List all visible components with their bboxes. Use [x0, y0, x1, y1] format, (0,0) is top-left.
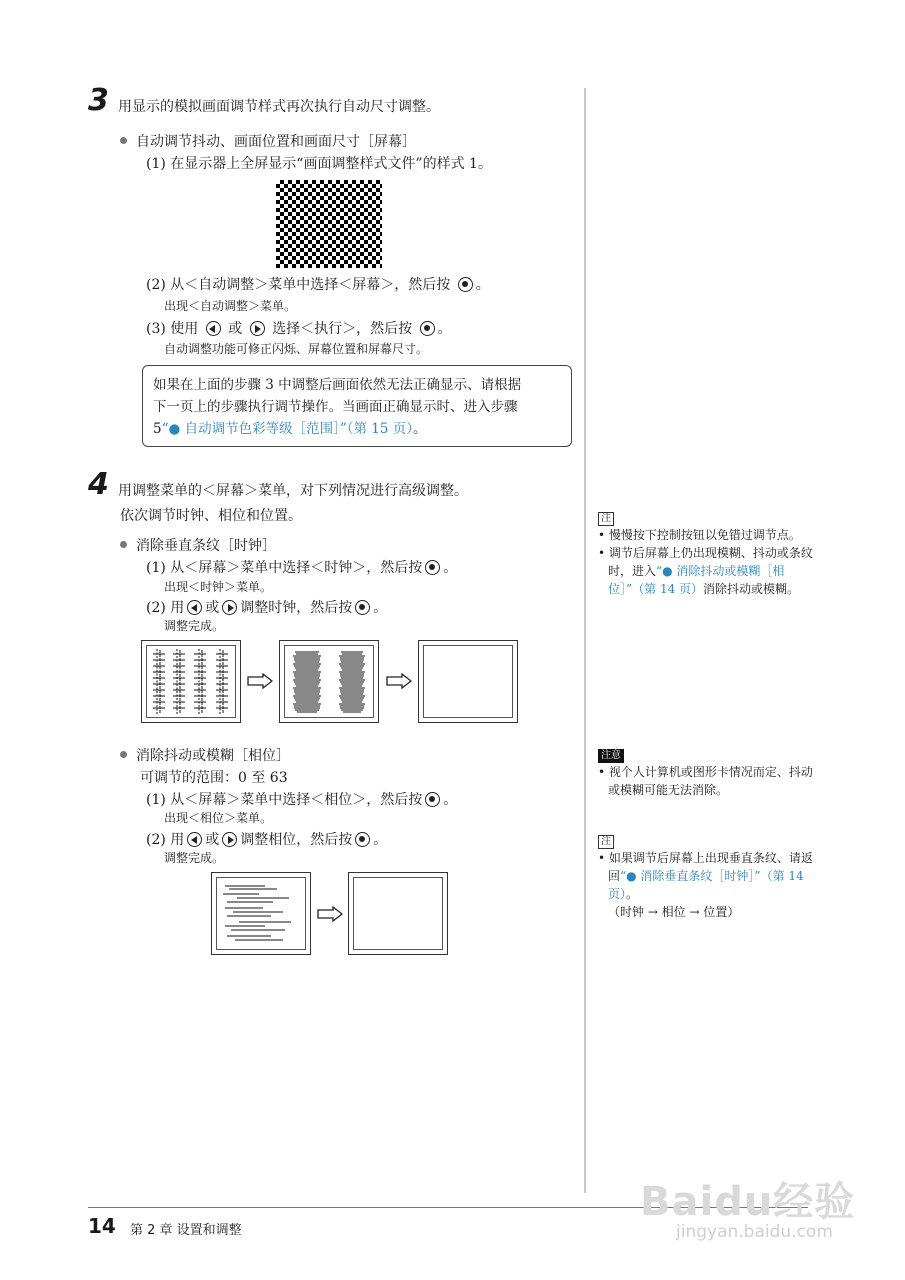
note-item: • 慢慢按下控制按钮以免错过调节点。 — [598, 528, 801, 542]
chapter-title: 第 2 章 设置和调整 — [130, 1223, 242, 1238]
vertical-stripes-image — [147, 646, 235, 717]
note-item — [598, 849, 820, 903]
monitor-clear — [348, 872, 448, 955]
step-3-number: 3 — [88, 83, 109, 118]
enter-button-icon — [458, 277, 473, 292]
caution-tag: 注意 — [598, 749, 624, 763]
bullet-dot — [120, 137, 127, 144]
phase-sub2-note: 调整完成。 — [164, 851, 225, 865]
step-3-sub3 — [146, 318, 452, 338]
step-3-bullet-text: 自动调节抖动、画面位置和画面尺寸［屏幕］ — [136, 134, 416, 150]
enter-button-icon — [355, 832, 370, 847]
punct: 。 — [412, 421, 427, 437]
left-button-icon — [187, 832, 202, 847]
clock-sub1-note: 出现＜时钟＞菜单。 — [164, 580, 273, 594]
clock-bullet — [120, 535, 276, 555]
note-tag: 注 — [598, 835, 614, 849]
step-4-intro: 依次调节时钟、相位和位置。 — [120, 508, 302, 524]
monitor-vertical-stripes — [141, 640, 241, 723]
note-text: 消除抖动或模糊。 — [703, 582, 800, 596]
clock-sub2-note: 调整完成。 — [164, 619, 225, 633]
clock-sub2-text: 调整时钟，然后按 — [240, 600, 353, 616]
step-3-sub3-note: 自动调整功能可修正闪烁、屏幕位置和屏幕尺寸。 — [164, 342, 429, 356]
clock-sub2 — [146, 597, 387, 617]
watermark-url: jingyan.baidu.com — [676, 1222, 833, 1242]
clock-sub1-text: (1) 从＜屏幕＞菜单中选择＜时钟＞，然后按 — [146, 560, 423, 576]
arrow-icon — [247, 673, 273, 689]
step-3-sub2-note: 出现＜自动调整＞菜单。 — [164, 299, 297, 313]
enter-button-icon — [425, 792, 440, 807]
enter-button-icon — [420, 321, 435, 336]
punct: 。 — [443, 792, 458, 808]
punct: 。 — [443, 560, 458, 576]
step-3-sub3-text: 选择＜执行＞，然后按 — [272, 321, 413, 337]
right-button-icon — [222, 600, 237, 615]
note-text: 。 — [626, 887, 639, 901]
clock-sub2-use: (2) 用 — [146, 600, 185, 616]
note-line-2: 下一页上的步骤执行调节操作。当画面正确显示时、进入步骤 — [153, 399, 518, 415]
blurred-lines-image — [217, 878, 305, 949]
sidebar-caution — [598, 745, 820, 799]
arrow-icon — [386, 673, 412, 689]
column-divider — [584, 88, 586, 1193]
step-3-note-box — [142, 365, 572, 447]
punct: 。 — [437, 321, 452, 337]
step-4-number: 4 — [88, 467, 109, 502]
clock-bullet-text: 消除垂直条纹［时钟］ — [136, 538, 276, 554]
phase-sub2 — [146, 829, 387, 849]
phase-sub2-text: 调整相位，然后按 — [240, 832, 353, 848]
step-3-sub2-text: (2) 从＜自动调整＞菜单中选择＜屏幕＞，然后按 — [146, 277, 451, 293]
bullet-dot — [120, 541, 127, 548]
enter-button-icon — [355, 600, 370, 615]
monitor-clear — [418, 640, 518, 723]
step-3-sub2 — [146, 274, 490, 294]
link-clock[interactable]: “● 消除垂直条纹［时钟］”（第 14 页） — [608, 869, 804, 901]
phase-sub1-note: 出现＜相位＞菜单。 — [164, 811, 273, 825]
note-text: • 如果调节后屏幕上出现垂直条纹、请返回 — [598, 851, 813, 883]
note-line-3 — [153, 418, 561, 440]
note-step-num: 5 — [153, 421, 162, 437]
note-item — [598, 544, 820, 598]
watermark-brand: Baidu经验 — [640, 1179, 856, 1225]
left-button-icon — [206, 321, 221, 336]
clock-sub1 — [146, 557, 457, 577]
adjust-sequence: （时钟 → 相位 → 位置） — [608, 905, 740, 919]
step-3-title: 用显示的模拟画面调节样式再次执行自动尺寸调整。 — [118, 99, 440, 115]
left-button-icon — [187, 600, 202, 615]
phase-bullet-text: 消除抖动或模糊［相位］ — [136, 748, 290, 764]
page-number: 14 — [88, 1214, 116, 1238]
note-text: • 调节后屏幕上仍出现模糊、抖动或条纹时，进入 — [598, 546, 813, 578]
sidebar-note-2 — [598, 831, 820, 921]
or-text: 或 — [205, 832, 220, 848]
step-3-sub1: (1) 在显示器上全屏显示“画面调整样式文件”的样式 1。 — [146, 156, 492, 172]
phase-sub1-text: (1) 从＜屏幕＞菜单中选择＜相位＞，然后按 — [146, 792, 423, 808]
or-text: 或 — [205, 600, 220, 616]
monitor-blurred — [211, 872, 311, 955]
bullet-dot — [120, 751, 127, 758]
punct: 。 — [373, 600, 388, 616]
checkerboard-pattern — [276, 180, 382, 268]
step-4-title: 用调整菜单的＜屏幕＞菜单，对下列情况进行高级调整。 — [118, 483, 468, 499]
or-text: 或 — [228, 321, 243, 337]
monitor-partial-stripes — [279, 640, 379, 723]
sidebar-note-1 — [598, 508, 820, 598]
enter-button-icon — [425, 560, 440, 575]
note-tag: 注 — [598, 512, 614, 526]
link-auto-color-level[interactable]: “● 自动调节色彩等级［范围］”（第 15 页） — [161, 421, 413, 437]
caution-item: • 视个人计算机或图形卡情况而定、抖动或模糊可能无法消除。 — [598, 765, 813, 797]
note-line-1: 如果在上面的步骤 3 中调整后画面依然无法正确显示、请根据 — [153, 377, 522, 393]
phase-sub2-use: (2) 用 — [146, 832, 185, 848]
link-phase[interactable]: “● 消除抖动或模糊［相位］”（第 14 页） — [608, 564, 785, 596]
arrow-icon — [317, 906, 343, 922]
step-3-bullet — [120, 131, 416, 151]
punct: 。 — [373, 832, 388, 848]
punct: 。 — [475, 277, 490, 293]
phase-range: 可调节的范围：0 至 63 — [140, 770, 288, 786]
phase-sub1 — [146, 789, 457, 809]
partial-stripes-image — [285, 646, 373, 717]
step-3-sub3-use: (3) 使用 — [146, 321, 199, 337]
phase-bullet — [120, 745, 290, 765]
right-button-icon — [250, 321, 265, 336]
right-button-icon — [222, 832, 237, 847]
